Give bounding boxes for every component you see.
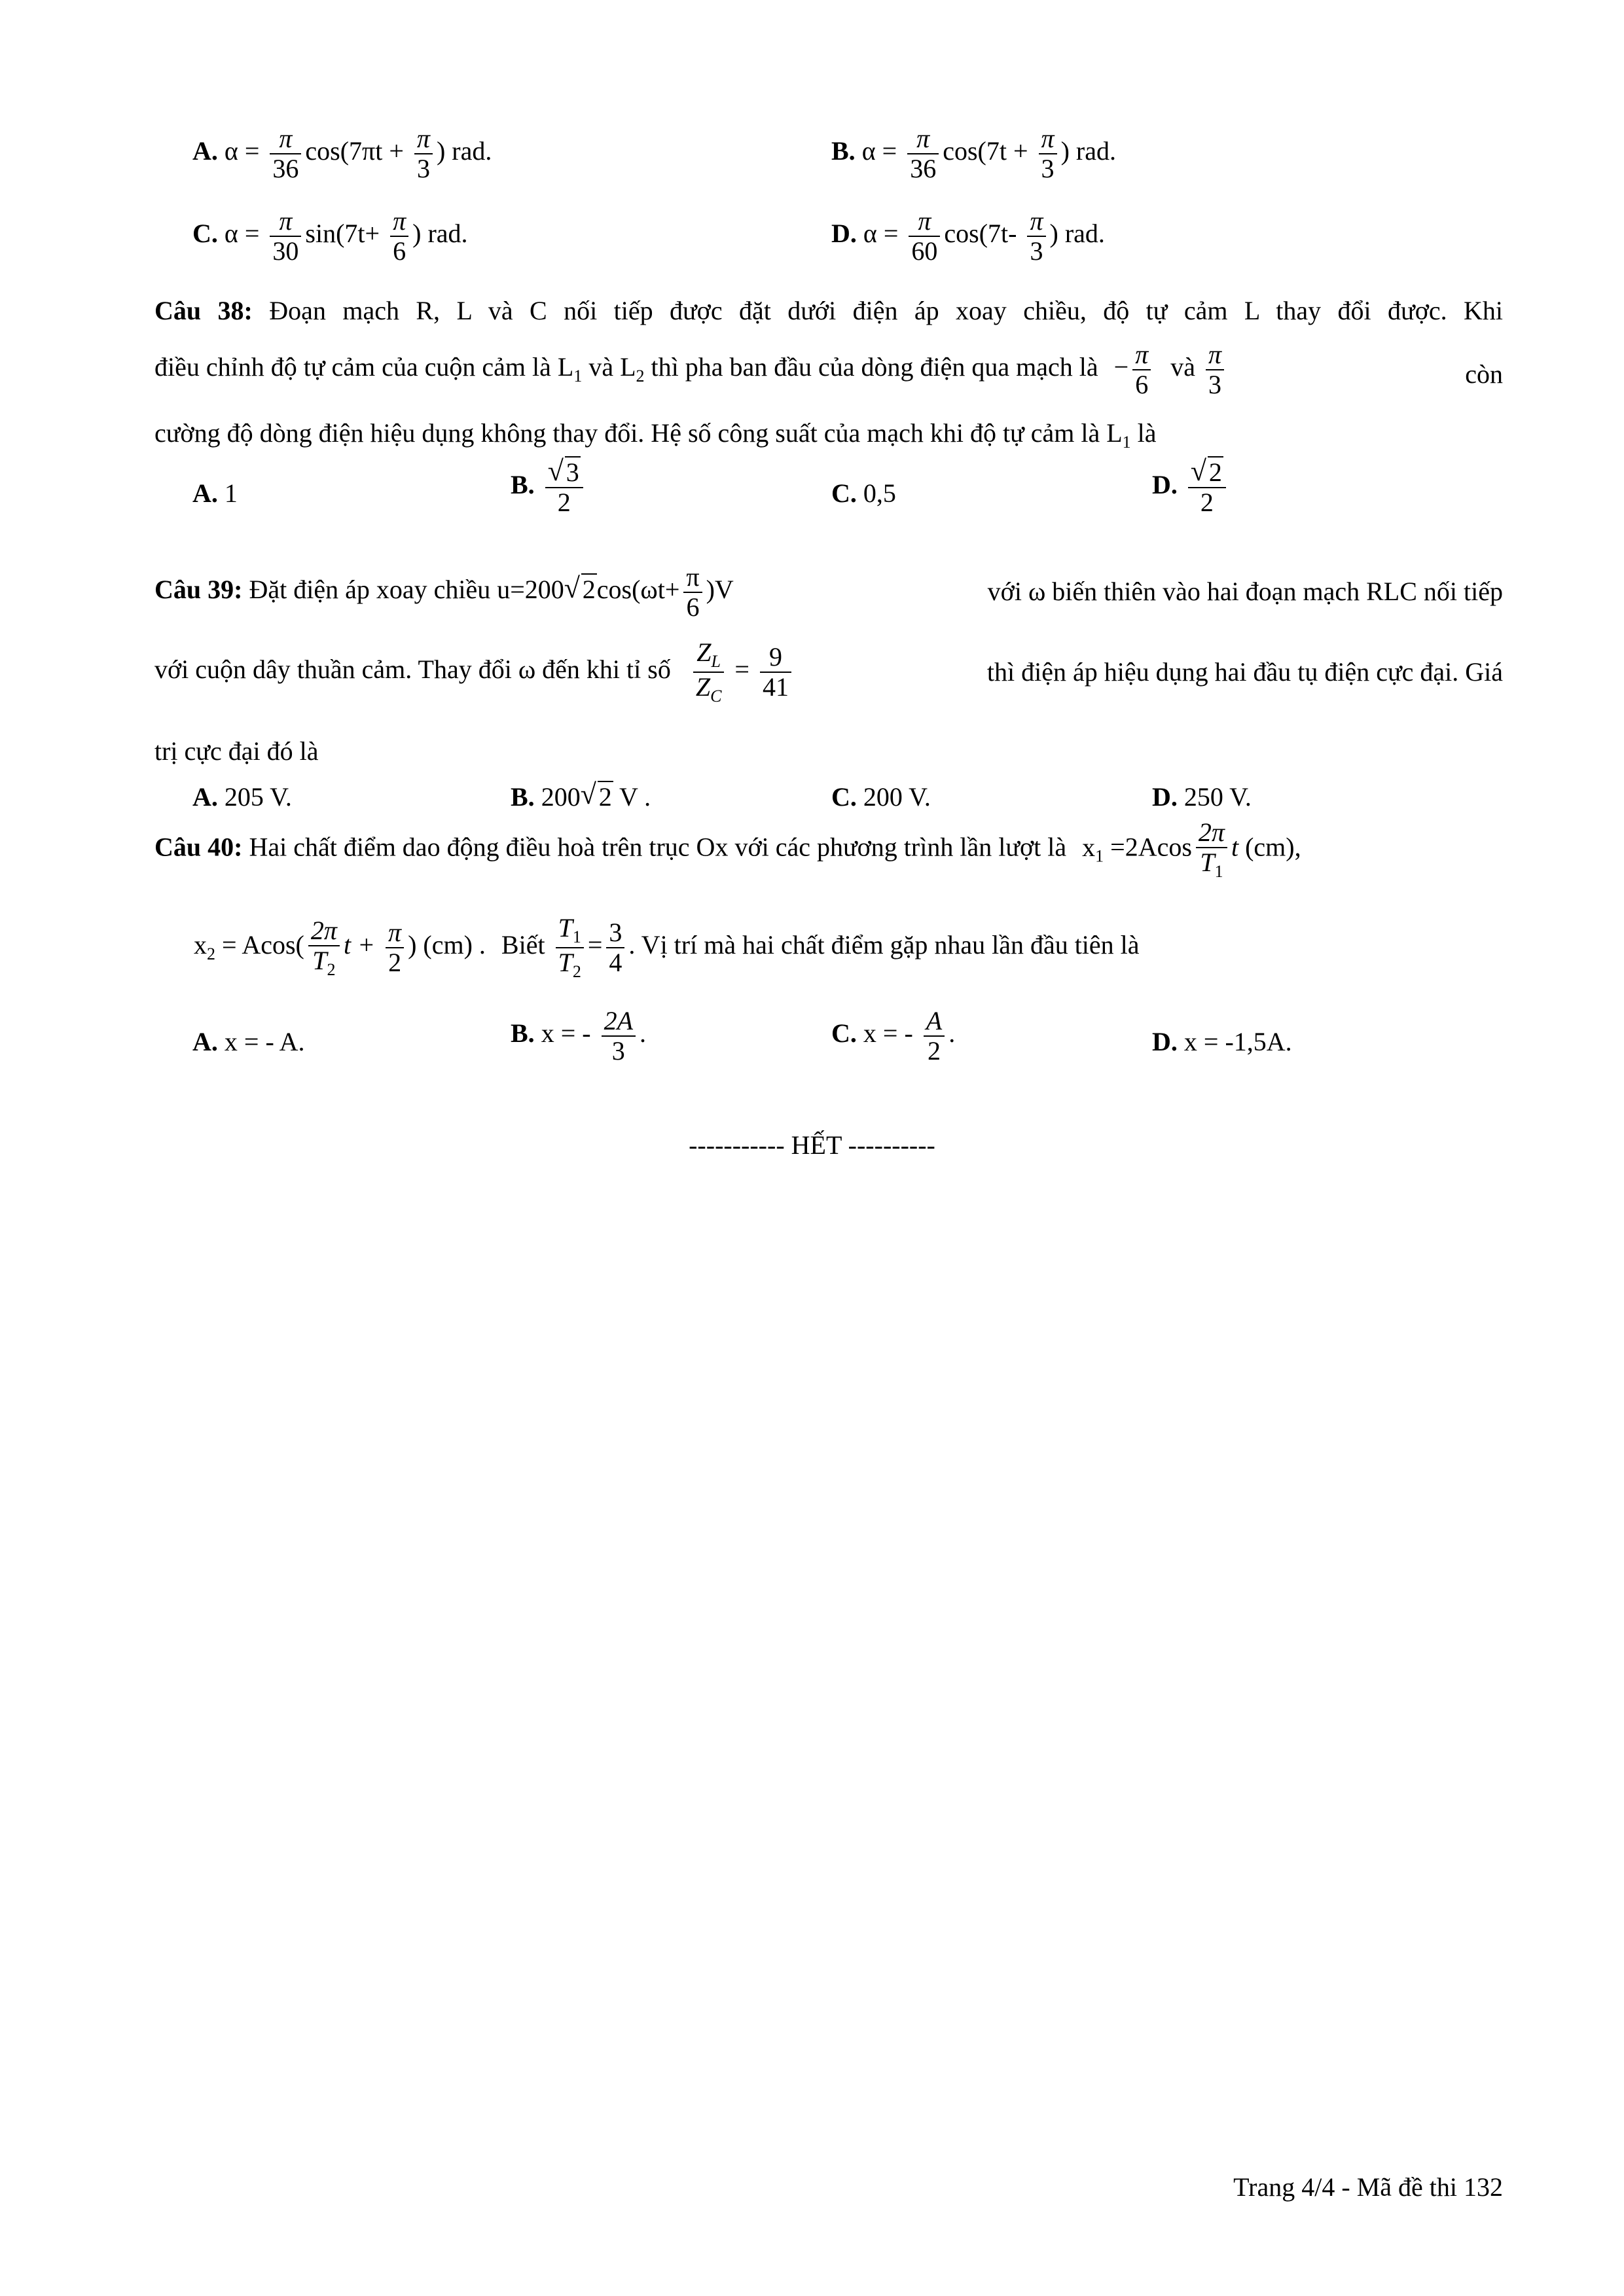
fraction: $\frac{9}{41}$: [760, 643, 791, 702]
question-label: Câu 38:: [154, 296, 253, 325]
q40-option-d: D. x = -1,5A.: [1152, 1027, 1292, 1056]
fraction: √ $\frac{3}{2}$: [545, 458, 583, 517]
fraction: $\frac{\pi}{2}$: [386, 918, 404, 977]
q38-option-c: C. 0,5: [831, 478, 896, 508]
fraction: $\frac{\pi}{6}$: [683, 563, 702, 622]
fraction: $\frac{\pi}{3}$: [1039, 124, 1057, 183]
question-label: Câu 39:: [154, 575, 243, 605]
q39-stem-line-1: Câu 39: Đặt điện áp xoay chiều u=200√ 2cos(ωt+ $\frac{\pi}{6}$ )V với ω biến thiên vào hai đoạn mạch RLC nối tiếp: [154, 563, 1503, 622]
question-label: Câu 40:: [154, 832, 243, 862]
fraction: $\frac{\pi}{3}$: [414, 124, 433, 183]
page-footer: Trang 4/4 - Mã đề thi 132: [1233, 2172, 1503, 2202]
q37-option-b: B. α = $\frac{\pi}{36}$ cos(7t + $\frac{\pi}{3}$ ) rad.: [831, 124, 1116, 183]
fraction: $\frac{\pi}{6}$: [1132, 340, 1151, 399]
q40-stem-line-1: Câu 40: Hai chất điểm dao động điều hoà trên trục Ox với các phương trình lần lượt là $x_1 =2Acos$ $\frac{2\pi}{T_1}$ t (cm),: [154, 817, 1301, 881]
fraction: $\frac{\pi}{36}$: [907, 124, 939, 183]
fraction: $\frac{2\pi}{T_1}$: [1196, 818, 1227, 882]
fraction: $\frac{\pi}{60}$: [909, 207, 940, 266]
fraction: $\frac{3}{4}$: [606, 918, 624, 977]
q39-option-d: D. 250 V.: [1152, 782, 1252, 812]
sqrt: √ 2: [581, 778, 613, 817]
fraction: $\frac{\pi}{6}$: [390, 207, 408, 266]
fraction: $\frac{T_1}{T_2}$: [556, 914, 584, 982]
q39-option-b: B. 200√ 2 V .: [511, 778, 651, 817]
q38-stem-line-3: cường độ dòng điện hiệu dụng không thay đổi. Hệ số công suất của mạch khi độ tự cảm là $L_1$ là: [154, 418, 1157, 452]
fraction: $\frac{Z_L}{Z_C}$: [693, 638, 725, 706]
q38-option-a: A. 1: [192, 478, 238, 508]
fraction: $\frac{\pi}{30}$: [270, 207, 301, 266]
q40-stem-line-2: $x_2 = Acos$( $\frac{2\pi}{T_2}$ t + $\frac{\pi}{2}$ ) (cm) . Biết $\frac{T_1}{T_2}$ = $\frac{3}{4}$ . Vị trí mà hai chất điểm gặp nhau lần đầu tiên là: [194, 913, 1140, 981]
q38-option-d: D. √ $\frac{2}{2}$: [1152, 458, 1230, 517]
q39-option-a: A. 205 V.: [192, 782, 292, 812]
fraction: $\frac{\pi}{3}$: [1027, 207, 1045, 266]
fraction: √ $\frac{2}{2}$: [1188, 458, 1226, 517]
q39-option-c: C. 200 V.: [831, 782, 931, 812]
fraction: $\frac{\pi}{3}$: [1206, 340, 1224, 399]
q37-option-a: A. α = $\frac{\pi}{36}$ cos(7πt + $\frac{\pi}{3}$ ) rad.: [192, 124, 492, 183]
q38-option-b: B. √ $\frac{3}{2}$: [511, 458, 587, 517]
fraction: $\frac{A}{2}$: [924, 1007, 945, 1066]
q38-stem-line-1: Câu 38: Đoạn mạch R, L và C nối tiếp được đặt dưới điện áp xoay chiều, độ tự cảm L thay đổi được. Khi: [154, 296, 1504, 325]
q37-option-d: D. α = $\frac{\pi}{60}$ cos(7t- $\frac{\pi}{3}$ ) rad.: [831, 206, 1105, 266]
sqrt: √ 2: [564, 574, 597, 605]
sqrt: √ 3: [548, 459, 581, 486]
sqrt: √ 2: [1191, 459, 1223, 486]
end-of-exam-mark: ----------- HẾT ----------: [689, 1130, 935, 1160]
fraction: $\frac{\pi}{36}$: [270, 124, 301, 183]
q38-stem-line-2: điều chỉnh độ tự cảm của cuộn cảm là $L_1$ và $L_2$ thì pha ban đầu của dòng điện qua mạch là − $\frac{\pi}{6}$ và $\frac{\pi}{3}$ còn: [154, 340, 1503, 399]
q40-option-c: C. x = - $\frac{A}{2}$ .: [831, 1006, 956, 1066]
fraction: $\frac{2\pi}{T_2}$: [308, 916, 340, 980]
q37-option-c: C. α = $\frac{\pi}{30}$ sin(7t+ $\frac{\pi}{6}$ ) rad.: [192, 206, 468, 266]
fraction: $\frac{2A}{3}$: [602, 1007, 636, 1066]
q39-stem-line-3: trị cực đại đó là: [154, 736, 319, 766]
q40-option-a: A. x = - A.: [192, 1027, 305, 1056]
q39-stem-line-2: với cuộn dây thuần cảm. Thay đổi ω đến khi tỉ số $\frac{Z_L}{Z_C}$ = $\frac{9}{41}$ thì điện áp hiệu dụng hai đầu tụ điện cực đại. Giá: [154, 637, 1503, 706]
q40-option-b: B. x = - $\frac{2A}{3}$ .: [511, 1006, 647, 1066]
